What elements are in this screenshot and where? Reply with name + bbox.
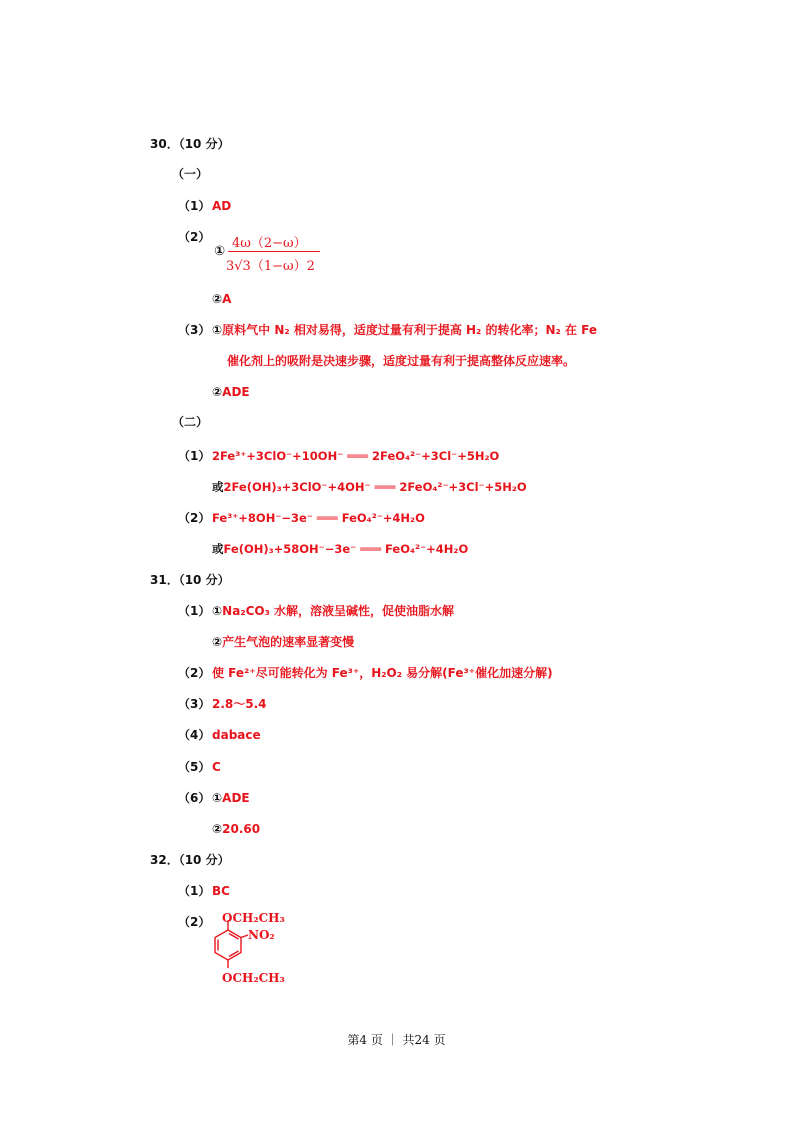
q31-s1b — [212, 634, 354, 650]
q32-header: 32．（10 分） — [150, 853, 230, 867]
benzene-structure-diagram — [208, 908, 308, 988]
q30-header: 30．（10 分） — [150, 137, 230, 151]
q30-p2s2-alt — [212, 541, 468, 557]
q31-s1b-answer: 产生气泡的速率显著变慢 — [222, 635, 355, 649]
q30-p2s2-equation2: Fe(OH)₃+58OH⁻−3e⁻ ═══ FeO₄²⁻+4H₂O — [223, 542, 469, 556]
q31-header: 31．（10 分） — [150, 573, 230, 587]
q30-s2b-circle: ② — [212, 292, 223, 306]
q31-s6b-circle: ② — [212, 822, 223, 836]
q31-s6a-answer: ADE — [222, 791, 250, 805]
q31-s1a — [212, 603, 454, 619]
substituent-nitro: NO₂ — [248, 928, 275, 942]
q31-s4-num: （4） — [178, 728, 211, 742]
q30-p2s1-equation1: 2Fe³⁺+3ClO⁻+10OH⁻ ═══ 2FeO₄²⁻+3Cl⁻+5H₂O — [212, 449, 500, 463]
q30-p2s1-alt — [212, 479, 527, 495]
q30-s2b-answer: A — [222, 292, 232, 306]
q32-s1-num: （1） — [178, 884, 211, 898]
q31-s6b-answer: 20.60 — [222, 822, 261, 836]
q30-s3-circle: ① — [212, 323, 223, 337]
q31-s1b-circle: ② — [212, 635, 223, 649]
q30-s1-num: （1） — [178, 199, 211, 213]
benzene-ring — [215, 920, 248, 968]
q31-s5-answer: C — [212, 760, 221, 774]
q30-s3-answer-line2: 催化剂上的吸附是决速步骤，适度过量有利于提高整体反应速率。 — [227, 354, 576, 368]
or-label: 或 — [212, 542, 224, 556]
q31-s5-num: （5） — [178, 760, 211, 774]
q30-s2b — [212, 291, 231, 307]
q32-s2-num: （2） — [178, 915, 211, 929]
q30-p2s1-equation2: 2Fe(OH)₃+3ClO⁻+4OH⁻ ═══ 2FeO₄²⁻+3Cl⁻+5H₂O — [223, 480, 527, 494]
q30-part2-label: （二） — [172, 415, 209, 429]
page-footer: 第4 页 ｜ 共24 页 — [347, 1033, 446, 1047]
q30-s3b-circle: ② — [212, 385, 223, 399]
q30-p2s2-equation1: Fe³⁺+8OH⁻−3e⁻ ═══ FeO₄²⁻+4H₂O — [212, 511, 425, 525]
q30-part1-label: （一） — [172, 167, 209, 181]
q30-p2s1-num: （1） — [178, 449, 211, 463]
q31-s1a-circle: ① — [212, 604, 223, 618]
q30-s2-num: （2） — [178, 230, 211, 244]
q30-p2s2-num: （2） — [178, 511, 211, 525]
or-label: 或 — [212, 480, 224, 494]
q32-s1-answer: BC — [212, 884, 230, 898]
q30-s1-answer: AD — [212, 199, 232, 213]
q30-s3-line1 — [212, 322, 597, 338]
q31-s6b — [212, 821, 260, 837]
q30-s3-answer-line1: 原料气中 N₂ 相对易得，适度过量有利于提高 H₂ 的转化率；N₂ 在 Fe — [222, 323, 597, 337]
q31-s6a-circle: ① — [212, 791, 223, 805]
q31-s2-num: （2） — [178, 666, 211, 680]
q30-s2-fraction-denominator: 3√3（1−ω）2 — [226, 259, 315, 274]
substituent-top: OCH₂CH₃ — [222, 911, 285, 925]
q31-s3-num: （3） — [178, 697, 211, 711]
q30-s2-fraction-numerator: 4ω（2−ω） — [232, 236, 307, 251]
q31-s3-answer: 2.8～5.4 — [212, 697, 267, 711]
fraction-bar — [228, 251, 320, 252]
q30-s3b — [212, 384, 250, 400]
q30-s2-circle: ① — [214, 244, 226, 259]
q31-s4-answer: dabace — [212, 728, 261, 742]
q31-s6-num: （6） — [178, 791, 211, 805]
q31-s2-answer: 使 Fe²⁺尽可能转化为 Fe³⁺，H₂O₂ 易分解(Fe³⁺催化加速分解) — [212, 666, 553, 680]
q30-s3b-answer: ADE — [222, 385, 250, 399]
q31-s6a — [212, 790, 250, 806]
q30-s3-num: （3） — [178, 323, 211, 337]
substituent-bottom: OCH₂CH₃ — [222, 971, 285, 985]
q31-s1a-answer: Na₂CO₃ 水解，溶液呈碱性，促使油脂水解 — [222, 604, 455, 618]
q31-s1-num: （1） — [178, 604, 211, 618]
